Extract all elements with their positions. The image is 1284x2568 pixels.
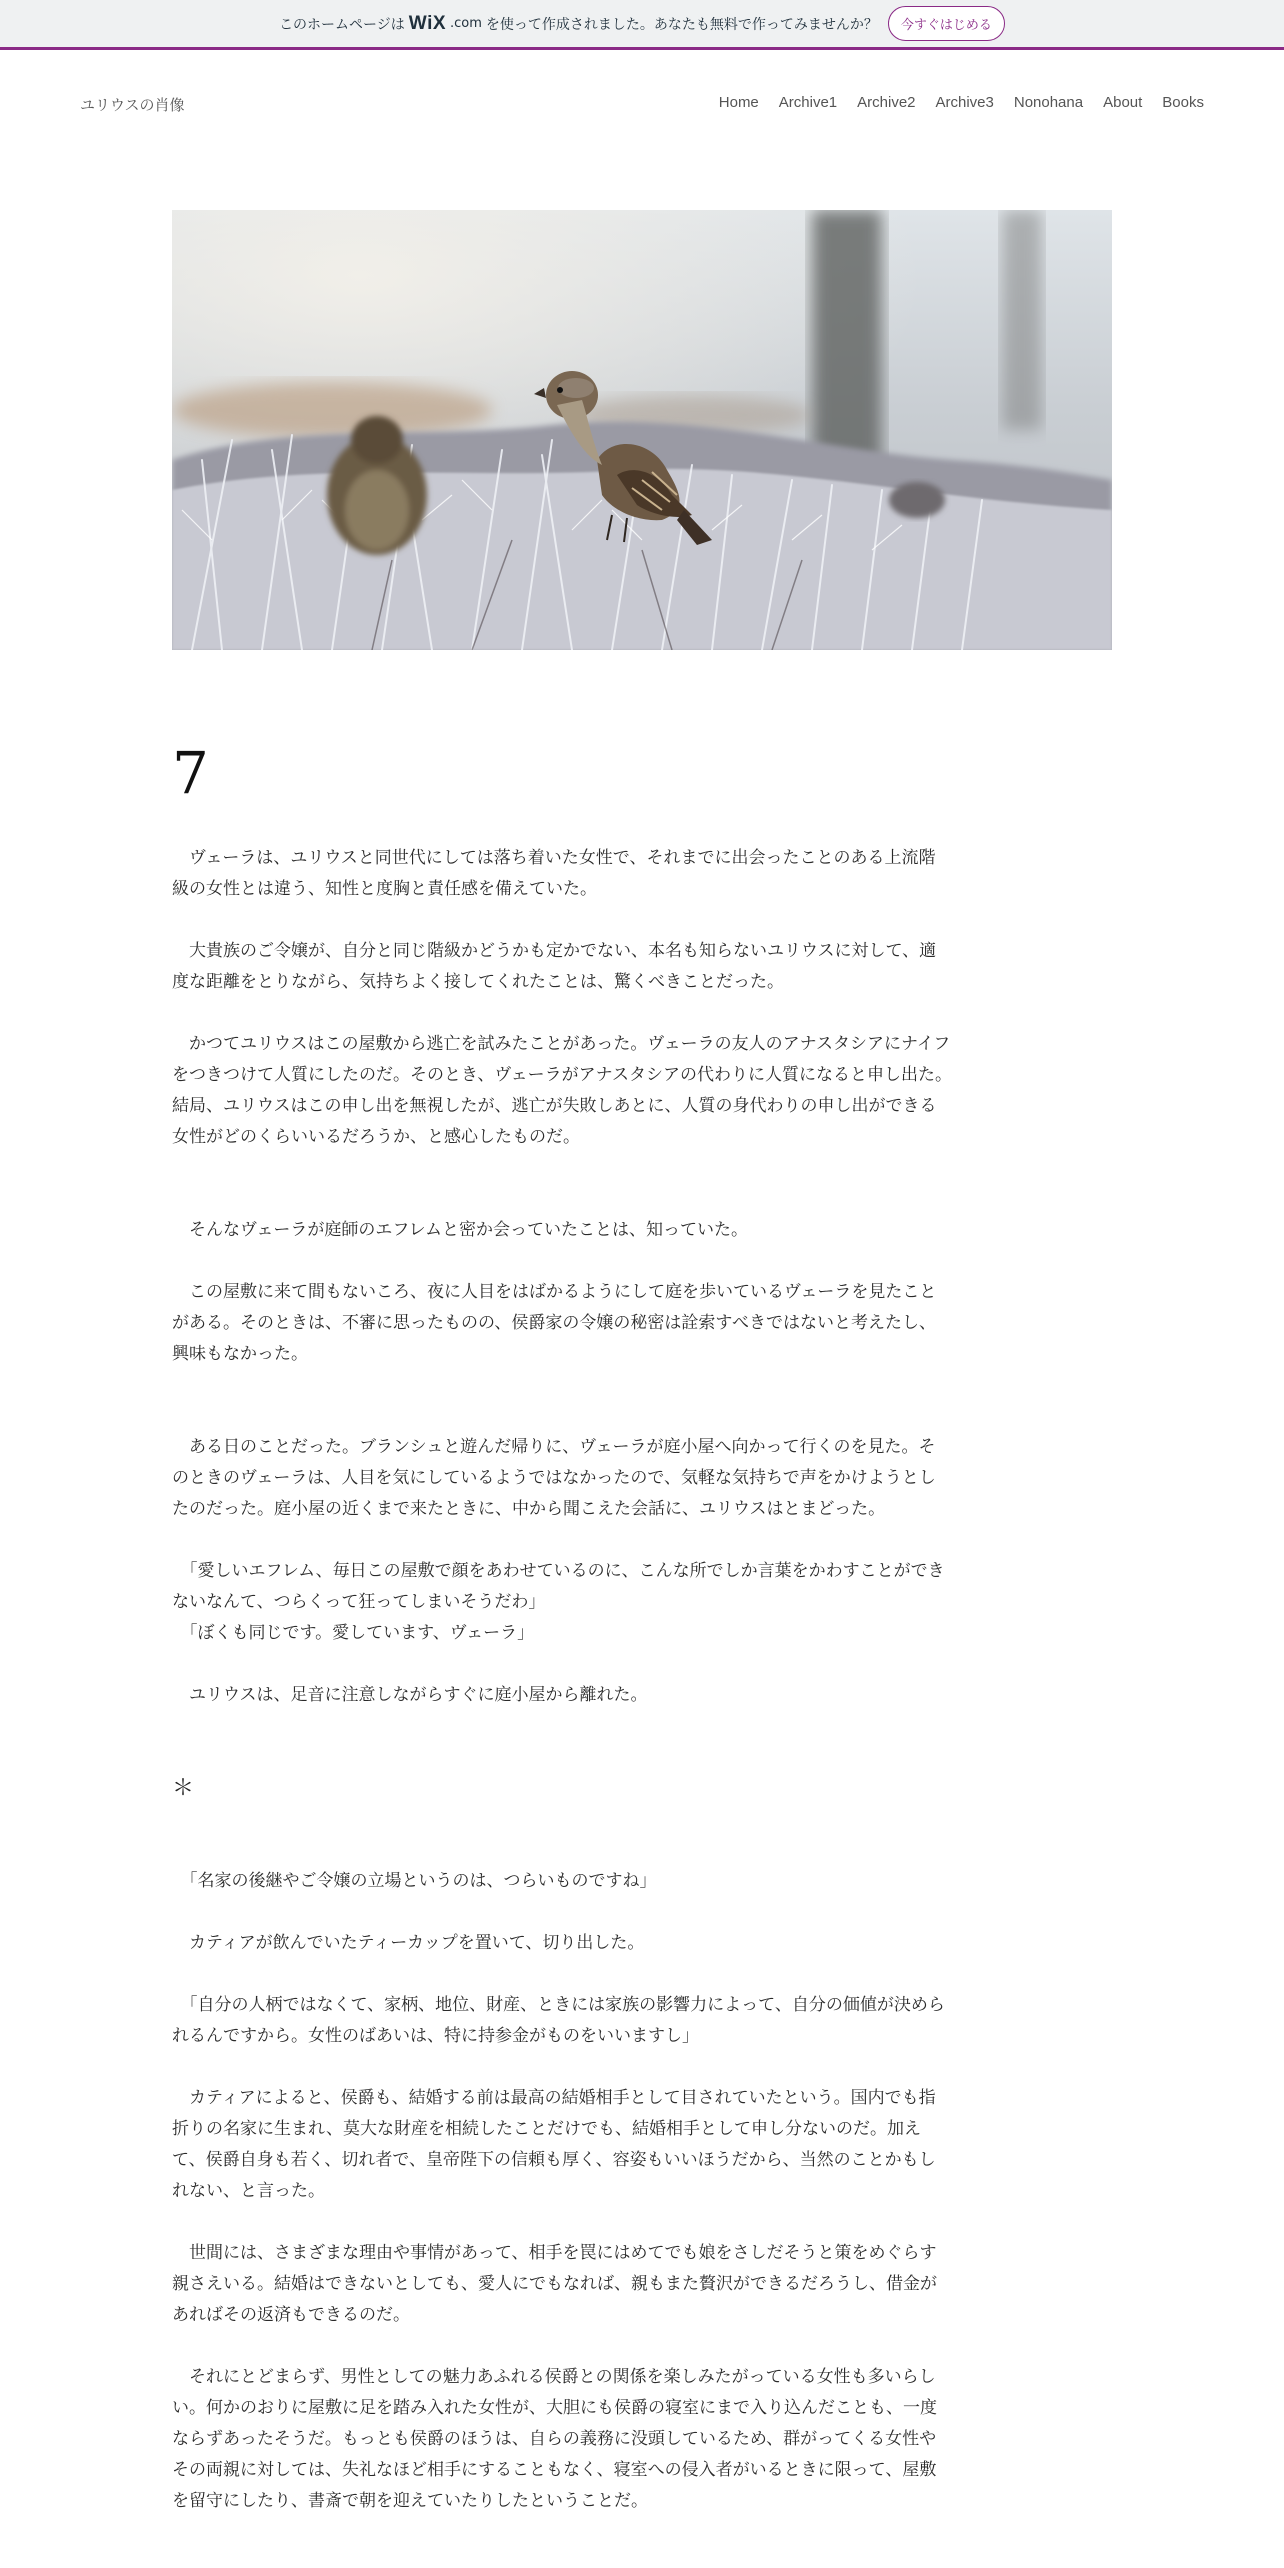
paragraph: ユリウスは、足音に注意しながらすぐに庭小屋から離れた。 [172, 1685, 648, 1705]
nav-item-books[interactable]: Books [1162, 94, 1204, 111]
start-now-button[interactable]: 今すぐはじめる [888, 6, 1005, 41]
wix-promo-banner [0, 0, 1284, 50]
nav-item-archive1[interactable]: Archive1 [778, 94, 838, 111]
nav-item-home[interactable]: Home [718, 94, 759, 111]
article-body [172, 843, 952, 2517]
paragraph: ある日のことだった。ブランシュと遊んだ帰りに、ヴェーラが庭小屋へ向かって行くのを見た。そのときのヴェーラは、人目を気にしているようではなかったので、気軽な気持ちで声をかけようとしたのだった。庭小屋の近くまで来たときに、中から聞こえた会話に、ユリウスはとまどった。 [172, 1437, 936, 1519]
paragraph: 世間には、さまざまな理由や事情があって、相手を罠にはめてでも娘をさしだそうと策をめぐらす親さえいる。結婚はできないとしても、愛人にでもなれば、親もまた贅沢ができるだろうし、借金があればその返済もできるのだ。 [172, 2243, 937, 2325]
nav-item-about[interactable]: About [1103, 94, 1143, 111]
wix-logo[interactable]: WiX [408, 12, 447, 34]
nav-item-archive2[interactable]: Archive2 [857, 94, 916, 111]
paragraph: カティアが飲んでいたティーカップを置いて、切り出した。 [172, 1933, 645, 1953]
chapter-number: 7 [172, 738, 209, 807]
paragraph: この屋敷に来て間もないころ、夜に人目をはばかるようにして庭を歩いているヴェーラを見たことがある。そのときは、不審に思ったものの、侯爵家の令嬢の秘密は詮索すべきではないと考えたし、興味もなかった。 [172, 1282, 937, 1364]
dialogue-line: 「ぼくも同じです。愛しています、ヴェーラ」 [172, 1623, 535, 1643]
dialogue-line: 「名家の後継やご令嬢の立場というのは、つらいものですね」 [172, 1871, 657, 1891]
paragraph: 大貴族のご令嬢が、自分と同じ階級かどうかも定かでない、本名も知らないユリウスに対して、適度な距離をとりながら、気持ちよく接してくれたことは、驚くべきことだった。 [172, 941, 937, 992]
paragraph: かつてユリウスはこの屋敷から逃亡を試みたことがあった。ヴェーラの友人のアナスタシアにナイフをつきつけて人質にしたのだ。そのとき、ヴェーラがアナスタシアの代わりに人質になると申し出た。結局、ユリウスはこの申し出を無視したが、逃亡が失敗しあとに、人質の身代わりの申し出ができる女性がどのくらいいるだろうか、と感心したものだ。 [172, 1034, 952, 1147]
section-separator: ＊ [172, 1776, 195, 1801]
paragraph: ヴェーラは、ユリウスと同世代にしては落ち着いた女性で、それまでに出会ったことのある上流階級の女性とは違う、知性と度胸と責任感を備えていた。 [172, 848, 936, 899]
dialogue-line: 「愛しいエフレム、毎日この屋敷で顔をあわせているのに、こんな所でしか言葉をかわすことができないなんて、つらくって狂ってしまいそうだわ」 [172, 1561, 945, 1612]
paragraph: そんなヴェーラが庭師のエフレムと密か会っていたことは、知っていた。 [172, 1220, 748, 1240]
banner-prefix: このホームページは [279, 16, 405, 33]
site-title[interactable]: ユリウスの肖像 [80, 96, 185, 114]
dialogue-line: 「自分の人柄ではなくて、家柄、地位、財産、ときには家族の影響力によって、自分の価値が決められるんですから。女性のばあいは、特に持参金がものをいいますし」 [172, 1995, 945, 2046]
wix-dotcom: .com [450, 16, 482, 31]
paragraph: それにとどまらず、男性としての魅力あふれる侯爵との関係を楽しみたがっている女性も多いらしい。何かのおりに屋敷に足を踏み入れた女性が、大胆にも侯爵の寝室にまで入り込んだことも、一度ならずあったそうだ。もっとも侯爵のほうは、自らの義務に没頭しているため、群がってくる女性やその両親に対しては、失礼なほど相手にすることもなく、寝室への侵入者がいるときに限って、屋敷を留守にしたり、書斎で朝を迎えていたりしたということだ。 [172, 2367, 937, 2511]
paragraph: カティアによると、侯爵も、結婚する前は最高の結婚相手として目されていたという。国内でも指折りの名家に生まれ、莫大な財産を相続したことだけでも、結婚相手として申し分ないのだ。加えて、侯爵自身も若く、切れ者で、皇帝陛下の信頼も厚く、容姿もいいほうだから、当然のことかもしれない、と言った。 [172, 2088, 936, 2201]
banner-suffix: を使って作成されました。あなたも無料で作ってみませんか？ [485, 16, 878, 33]
nav-item-archive3[interactable]: Archive3 [935, 94, 994, 111]
hero-image-sparrows [172, 210, 1112, 650]
nav-item-nonohana[interactable]: Nonohana [1013, 94, 1084, 111]
main-nav [699, 94, 1204, 111]
